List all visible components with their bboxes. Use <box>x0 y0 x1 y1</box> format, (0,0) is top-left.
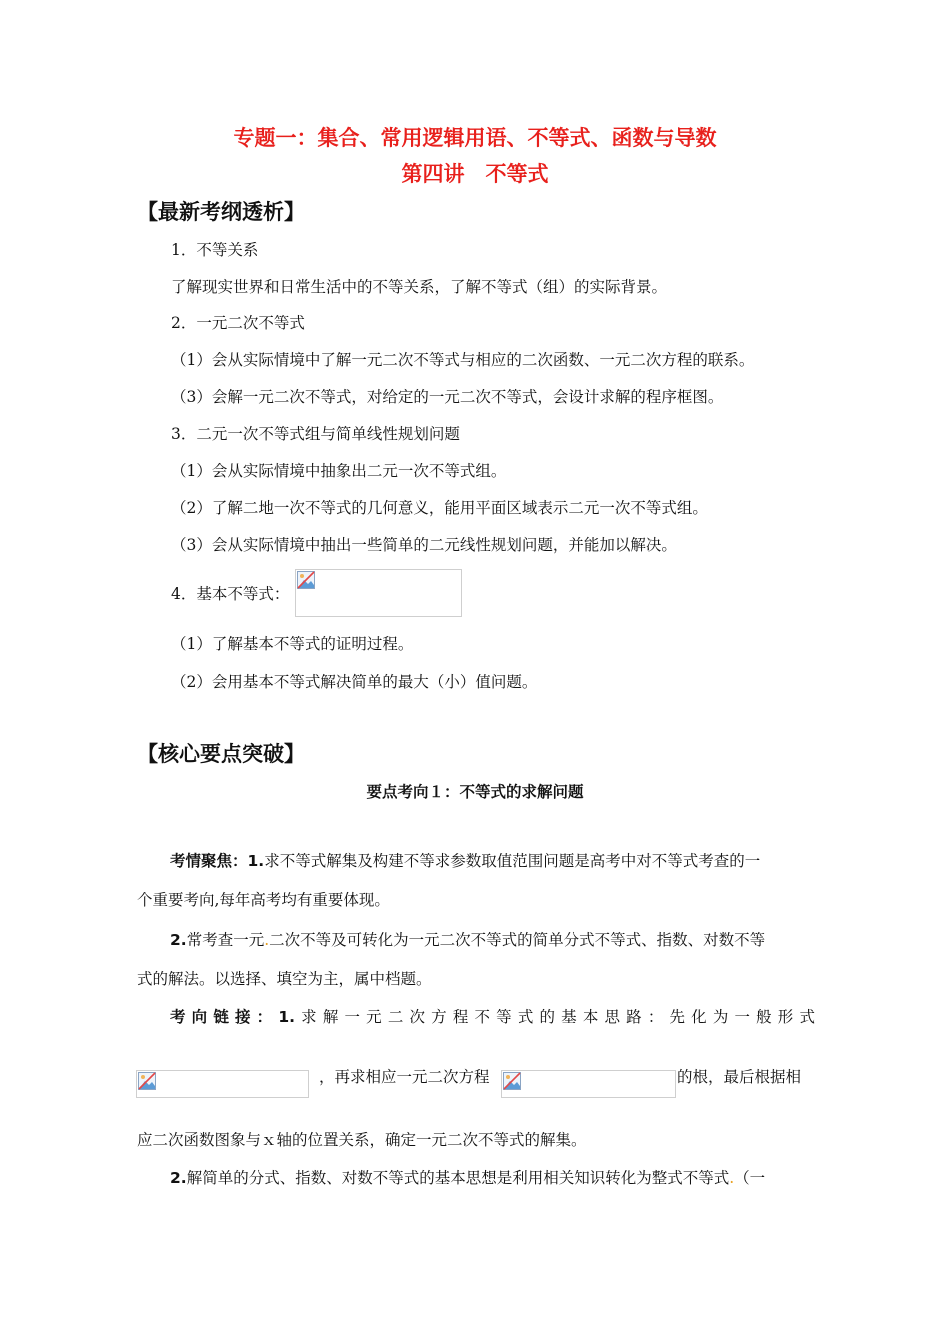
subheading: 要点考向１：不等式的求解问题 <box>366 783 584 801</box>
list-item: （1）会从实际情境中了解一元二次不等式与相应的二次函数、一元二次方程的联系。 <box>171 351 755 369</box>
link-text: 求解一元二次方程不等式的基本思路：先化为一般形式 <box>295 1008 815 1026</box>
paragraph-line: 应二次函数图象与ｘ轴的位置关系，确定一元二次不等式的解集。 <box>137 1131 587 1149</box>
link-label: 考向链接： <box>170 1008 279 1026</box>
lecture-title: 第四讲 不等式 <box>401 162 549 186</box>
revision-mark: . <box>729 1169 735 1187</box>
paragraph-line <box>170 1166 765 1188</box>
section-heading-syllabus: 【最新考纲透析】 <box>137 200 305 224</box>
paragraph-text: 的根，最后根据相 <box>677 1068 802 1086</box>
focus-number: 2. <box>170 931 187 949</box>
list-item: 了解现实世界和日常生活中的不等关系，了解不等式（组）的实际背景。 <box>171 278 668 296</box>
broken-image-icon <box>297 571 315 589</box>
broken-image-icon <box>138 1072 156 1090</box>
list-item: （3）会从实际情境中抽出一些简单的二元线性规划问题，并能加以解决。 <box>171 536 677 554</box>
link-text: 解简单的分式、指数、对数不等式的基本思想是利用相关知识转化为整式不等式 <box>186 1169 730 1187</box>
list-item: 1．不等关系 <box>171 241 259 259</box>
paragraph-text: ，再求相应一元二次方程 <box>319 1068 490 1086</box>
broken-image-icon <box>503 1072 521 1090</box>
paragraph-line <box>170 1005 815 1027</box>
focus-label: 考情聚焦： <box>170 852 248 870</box>
section-heading-core: 【核心要点突破】 <box>137 742 305 766</box>
paragraph-line <box>170 849 760 871</box>
link-number: 1. <box>278 1008 296 1026</box>
list-item: （1）会从实际情境中抽象出二元一次不等式组。 <box>171 462 507 480</box>
formula-image-placeholder <box>501 1070 676 1098</box>
focus-text: 常考查一元 <box>186 931 265 949</box>
formula-image-placeholder <box>295 569 462 617</box>
list-item: （3）会解一元二次不等式，对给定的一元二次不等式，会设计求解的程序框图。 <box>171 388 724 406</box>
page-title: 专题一：集合、常用逻辑用语、不等式、函数与导数 <box>233 126 717 150</box>
paragraph-line: 个重要考向,每年高考均有重要体现。 <box>137 891 390 909</box>
link-number: 2. <box>170 1169 187 1187</box>
list-item: （2）了解二地一次不等式的几何意义，能用平面区域表示二元一次不等式组。 <box>171 499 708 517</box>
link-text: （一 <box>734 1169 766 1187</box>
list-item: （2）会用基本不等式解决简单的最大（小）值问题。 <box>171 673 538 691</box>
list-item: 3．二元一次不等式组与简单线性规划问题 <box>171 425 460 443</box>
formula-image-placeholder <box>136 1070 309 1098</box>
list-item: 2．一元二次不等式 <box>171 314 305 332</box>
focus-text: 求不等式解集及构建不等求参数取值范围问题是高考中对不等式考查的一 <box>264 852 761 870</box>
focus-text: 二次不等及可转化为一元二次不等式的简单分式不等式、指数、对数不等 <box>269 931 766 949</box>
paragraph-line: 式的解法。以选择、填空为主，属中档题。 <box>137 970 432 988</box>
paragraph-line <box>170 928 765 950</box>
list-item: （1）了解基本不等式的证明过程。 <box>171 635 414 653</box>
list-item: 4．基本不等式： <box>171 585 290 603</box>
revision-mark: . <box>264 931 270 949</box>
focus-number: 1. <box>247 852 265 870</box>
